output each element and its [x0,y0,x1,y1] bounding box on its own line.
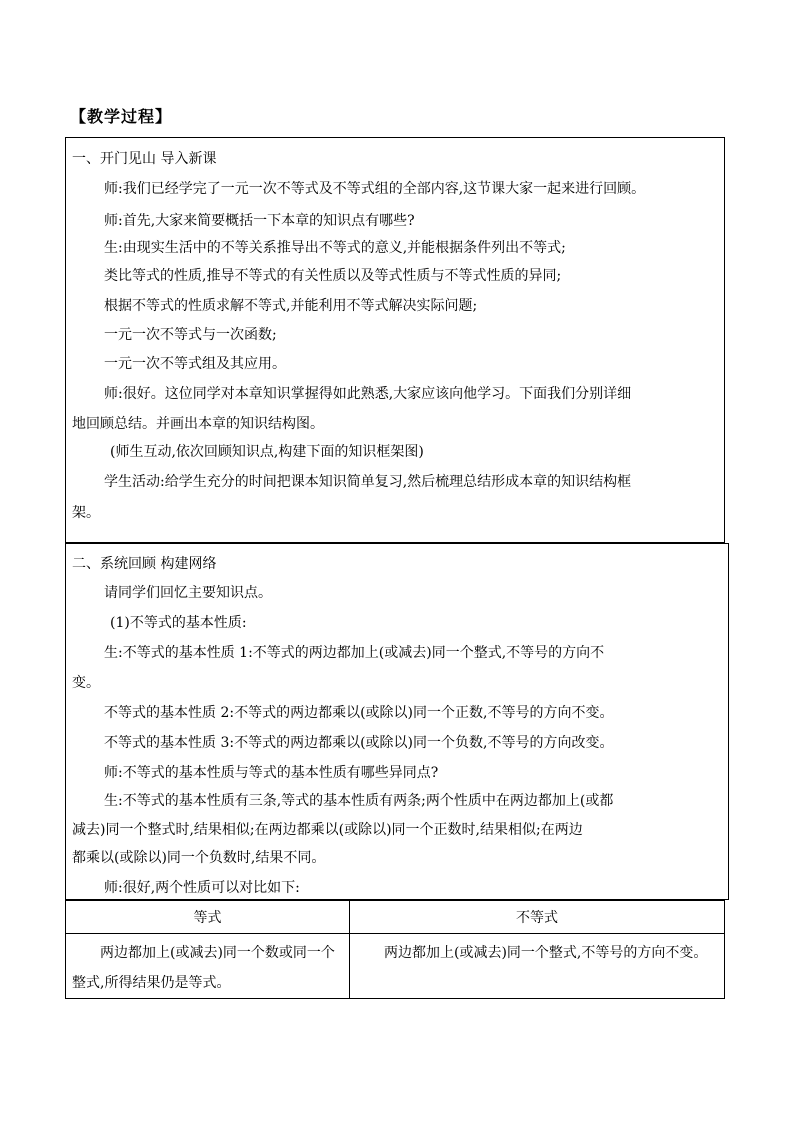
section2-line: 减去)同一个整式时,结果相似;在两边都乘以(或除以)同一个正数时,结果相似;在两边 [72,822,583,838]
table-header-equation: 等式 [66,901,350,934]
section1-line: 师:很好。这位同学对本章知识掌握得如此熟悉,大家应该向他学习。下面我们分别详细 [104,386,632,402]
section1-line: (师生互动,依次回顾知识点,构建下面的知识框架图) [110,444,424,460]
section1-line: 根据不等式的性质求解不等式,并能利用不等式解决实际问题; [104,298,478,314]
section1-line: 一元一次不等式组及其应用。 [104,356,286,372]
section1-line: 一元一次不等式与一次函数; [104,327,277,343]
section1-line: 架。 [72,505,100,521]
section2-line: 都乘以(或除以)同一个负数时,结果不同。 [72,850,326,866]
table-cell-equation-text: 两边都加上(或减去)同一个数或同一个整式,所得结果仍是等式。 [72,945,335,991]
section1-line: 师:我们已经学完了一元一次不等式及不等式组的全部内容,这节课大家一起来进行回顾。 [104,181,646,197]
section2-line: 请同学们回忆主要知识点。 [104,585,272,601]
section2-line: 生:不等式的基本性质有三条,等式的基本性质有两条;两个性质中在两边都加上(或都 [104,793,614,809]
section2-line: (1)不等式的基本性质: [110,615,247,631]
section1-line: 学生活动:给学生充分的时间把课本知识简单复习,然后梳理总结形成本章的知识结构框 [104,474,632,490]
section2-line: 不等式的基本性质 3:不等式的两边都乘以(或除以)同一个负数,不等号的方向改变。 [104,735,614,751]
section1-title: 一、开门见山 导入新课 [72,151,217,167]
table-cell-inequality-text: 两边都加上(或减去)同一个整式,不等号的方向不变。 [384,945,708,961]
section1-line: 生:由现实生活中的不等关系推导出不等式的意义,并能根据条件列出不等式; [104,240,566,256]
table-cell-inequality [350,934,725,999]
section2-line: 不等式的基本性质 2:不等式的两边都乘以(或除以)同一个正数,不等号的方向不变。 [104,705,614,721]
section1-line: 类比等式的性质,推导不等式的有关性质以及等式性质与不等式性质的异同; [104,268,562,284]
section-heading: 【教学过程】 [70,107,173,126]
section2-line: 变。 [72,675,100,691]
table-header-inequality: 不等式 [350,901,725,934]
section1-line: 地回顾总结。并画出本章的知识结构图。 [72,416,324,432]
comparison-table [65,900,725,999]
section2-title: 二、系统回顾 构建网络 [72,556,217,572]
section1-line: 师:首先,大家来简要概括一下本章的知识点有哪些? [104,213,415,229]
section2-line: 师:很好,两个性质可以对比如下: [104,880,300,896]
section2-line: 生:不等式的基本性质 1:不等式的两边都加上(或减去)同一个整式,不等号的方向不 [104,645,605,661]
section2-line: 师:不等式的基本性质与等式的基本性质有哪些异同点? [104,765,439,781]
table-cell-equation [66,934,350,999]
